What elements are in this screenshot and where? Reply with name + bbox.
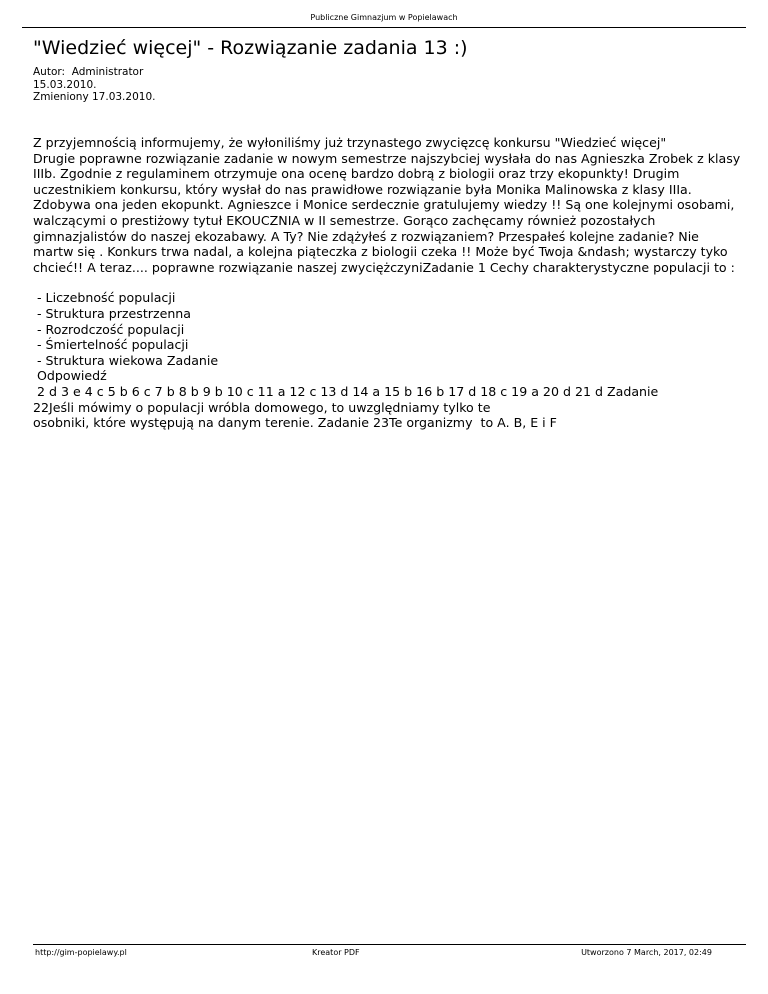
publish-date: 15.03.2010. xyxy=(33,78,97,91)
header-divider xyxy=(22,27,746,28)
author-line: Autor: Administrator xyxy=(33,66,144,78)
footer-created-date: Utworzono 7 March, 2017, 02:49 xyxy=(581,948,712,957)
article-intro: Z przyjemnością informujemy, że wyłoniliśmy już trzynastego zwycięzcę konkursu "Wiedzieć więcej" Drugie poprawne rozwiązanie zadanie w nowym semestrze najszybciej wysłała do nas Agnieszka Zrobek z klasy IIIb. Zgodnie z regulaminem otrzymuje ona ocenę bardzo dobrą z biologii oraz trzy ekopunkty! Drugim uczestnikiem konkursu, który wysłał do nas prawidłowe rozwiązanie była Monika Malinowska z klasy IIIa. Zdobywa ona jeden ekopunkt. Agnieszce i Monice serdecznie gratulujemy wiedzy !! Są one kolejnymi osobami, walczącymi o prestiżowy tytuł EKOUCZNIA w II semestrze. Gorąco zachęcamy również pozostałych gimnazjalistów do naszej ekozabawy. A Ty? Nie zdążyłeś z rozwiązaniem? Przespałeś kolejne zadanie? Nie martw się . Konkurs trwa nadal, a kolejna piąteczka z biologii czeka !! Może być Twoja &ndash; wystarczy tyko chcieć!! A teraz.... poprawne rozwiązanie naszej zwyciężczyniZadanie 1 Cechy charakterystyczne populacji to : xyxy=(33,135,741,275)
list-item: - Śmiertelność populacji xyxy=(33,337,189,353)
answers-line: 2 d 3 e 4 c 5 b 6 c 7 b 8 b 9 b 10 c 11 a 12 c 13 d 14 a 15 b 16 b 17 d 18 c 19 a 20 d 21 d Zadanie xyxy=(33,383,659,399)
list-item: Odpowiedź xyxy=(33,368,107,384)
site-header: Publiczne Gimnazjum w Popielawach xyxy=(310,13,458,22)
footer-divider xyxy=(33,944,746,945)
article-meta xyxy=(33,66,155,104)
list-item: - Struktura wiekowa Zadanie xyxy=(33,352,219,368)
footer-url: http://gim-popielawy.pl xyxy=(35,948,127,957)
article-body xyxy=(33,135,743,431)
footer-generator: Kreator PDF xyxy=(312,948,360,957)
page-title: "Wiedzieć więcej" - Rozwiązanie zadania 13 :) xyxy=(33,37,468,59)
answers-continuation: 22Jeśli mówimy o populacji wróbla domowego, to uwzględniamy tylko te xyxy=(33,399,491,415)
list-item: - Liczebność populacji xyxy=(33,290,176,306)
traits-list xyxy=(33,290,743,430)
list-item: - Struktura przestrzenna xyxy=(33,305,191,321)
answers-continuation: osobniki, które występują na danym terenie. Zadanie 23Te organizmy to A. B, E i F xyxy=(33,415,557,431)
modified-line: Zmieniony 17.03.2010. xyxy=(33,91,156,103)
list-item: - Rozrodczość populacji xyxy=(33,321,185,337)
